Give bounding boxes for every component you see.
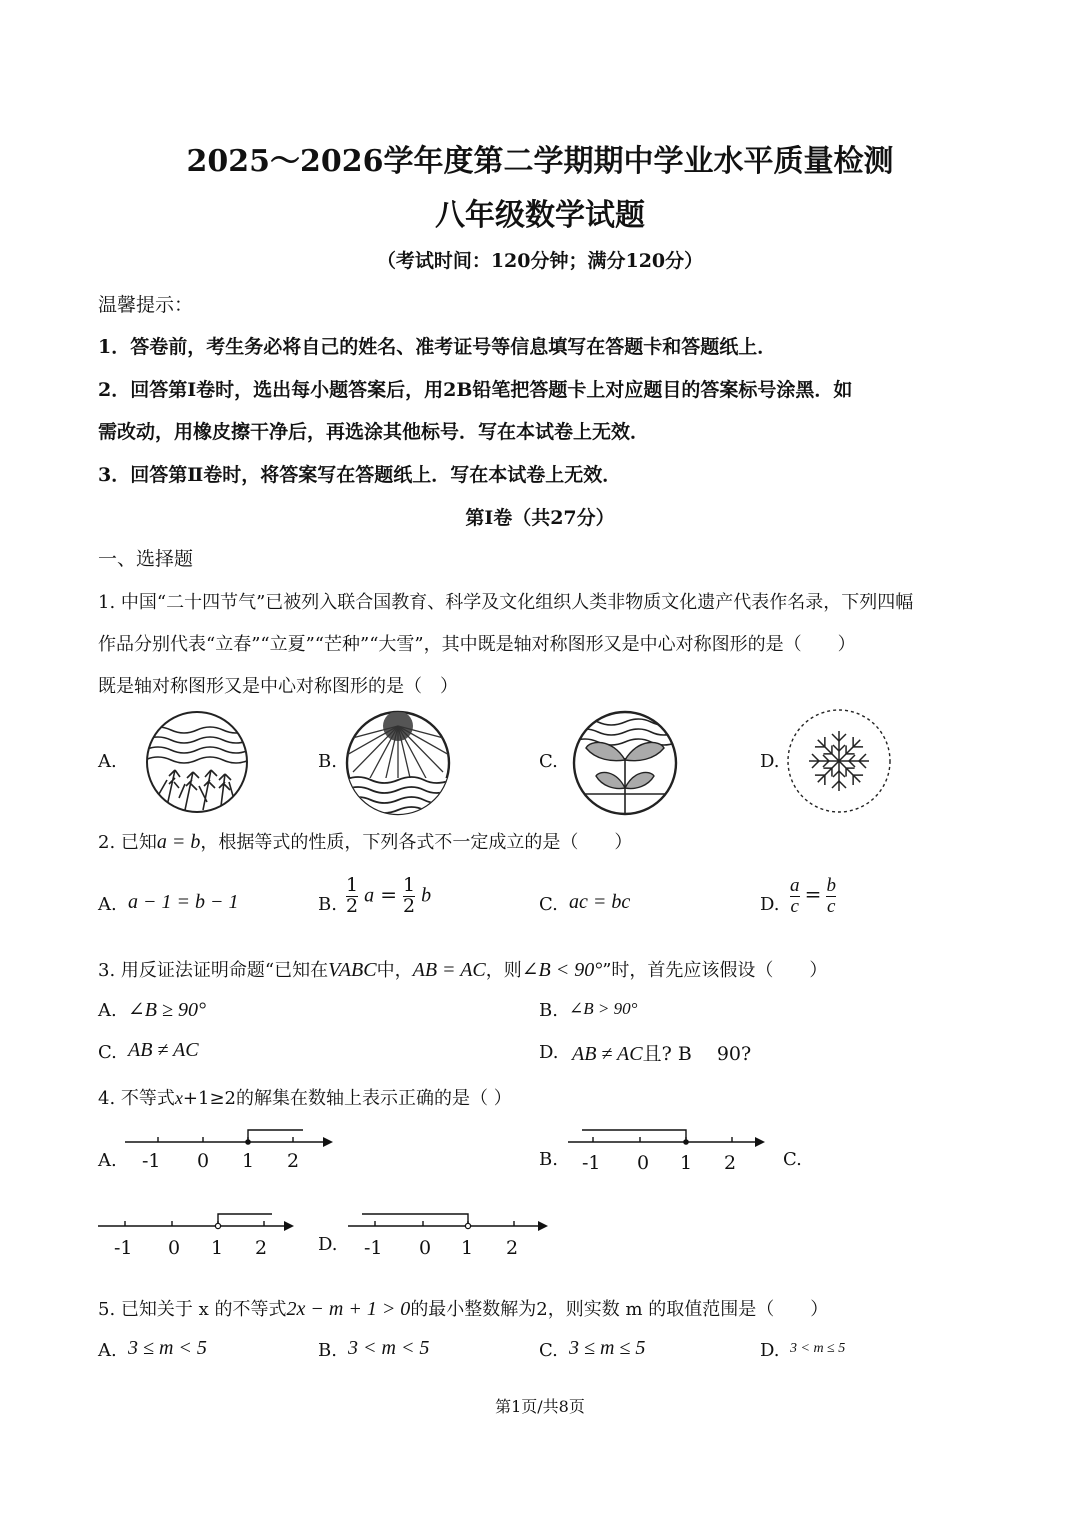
- q3-stem-math-1: VABC: [328, 959, 377, 981]
- q4-a-tick-1: 1: [242, 1150, 255, 1172]
- q4-stem-math: x: [174, 1088, 183, 1108]
- sunrise-over-water-icon: [345, 710, 451, 816]
- q3-option-b-label[interactable]: B.: [539, 1000, 558, 1021]
- q3-option-b-text: ∠B > 90°: [569, 999, 638, 1018]
- grain-in-ear-icon: [145, 710, 249, 814]
- q2-b-denominator-1: 2: [346, 894, 359, 917]
- q3-option-c-label[interactable]: C.: [98, 1042, 117, 1063]
- q4-option-c-label[interactable]: C.: [783, 1149, 802, 1170]
- q5-option-d-label[interactable]: D.: [760, 1340, 780, 1361]
- q2-stem-suffix: ，根据等式的性质，下列各式不一定成立的是（ ）: [200, 832, 633, 853]
- q4-option-b-label[interactable]: B.: [539, 1149, 558, 1170]
- q4-stem: [98, 1084, 512, 1110]
- q2-option-d-label[interactable]: D.: [760, 894, 780, 915]
- q3-option-a-text: ∠B ≥ 90°: [128, 999, 206, 1021]
- q1-stem-line-2: 作品分别代表“立春”“立夏”“芒种”“大雪”，其中既是轴对称图形又是中心对称图形的是（ ）: [98, 634, 856, 655]
- q4-option-d-label[interactable]: D.: [318, 1234, 338, 1255]
- exam-title: 2025～2026学年度第二学期期中学业水平质量检测: [186, 144, 894, 179]
- q2-d-equals: =: [804, 881, 822, 906]
- q5-option-c-text: 3 ≤ m ≤ 5: [569, 1337, 646, 1359]
- q4-b-number-line: [568, 1126, 768, 1146]
- q4-c-tick-neg1: -1: [114, 1237, 133, 1259]
- q3-option-d-content: [572, 1039, 751, 1066]
- q2-d-numerator-1: a: [790, 875, 800, 896]
- q1-stem-line-3: 既是轴对称图形又是中心对称图形的是（ ）: [98, 676, 458, 697]
- q5-stem-math: 2x − m + 1 > 0: [286, 1298, 411, 1320]
- q4-d-tick-2: 2: [506, 1237, 519, 1259]
- q1-option-b-label[interactable]: B.: [318, 751, 337, 772]
- q4-c-tick-1: 1: [211, 1237, 224, 1259]
- q4-d-tick-1: 1: [461, 1237, 474, 1259]
- q4-stem-suffix: +1≥2的解集在数轴上表示正确的是（ ）: [182, 1088, 512, 1109]
- snowflake-icon: [786, 708, 892, 814]
- q2-d-denominator-1: c: [790, 895, 799, 917]
- exam-info: （考试时间：120分钟；满分120分）: [376, 250, 704, 272]
- q4-option-a-label[interactable]: A.: [98, 1150, 117, 1171]
- q2-d-denominator-2: c: [826, 895, 836, 917]
- q3-stem-prefix: 3. 用反证法证明命题“已知在: [98, 960, 329, 981]
- q5-stem-prefix: 5. 已知关于 x 的不等式: [98, 1299, 287, 1320]
- page-number: 第1页/共8页: [495, 1397, 585, 1416]
- q4-stem-prefix: 4. 不等式: [98, 1088, 175, 1109]
- q1-option-d-label[interactable]: D.: [760, 751, 780, 772]
- q2-b-var-2: b: [421, 884, 432, 907]
- q4-d-number-line: [348, 1210, 553, 1230]
- q5-option-b-label[interactable]: B.: [318, 1340, 337, 1361]
- tips-heading: 温馨提示：: [98, 294, 194, 316]
- tip-item-2-line-2: 需改动，用橡皮擦干净后，再选涂其他标号．写在本试卷上无效．: [98, 421, 650, 443]
- q1-option-a-label[interactable]: A.: [98, 751, 117, 772]
- q2-stem-prefix: 2. 已知: [98, 832, 157, 853]
- q2-option-c-label[interactable]: C.: [539, 894, 558, 915]
- q5-option-d-text: 3 < m ≤ 5: [790, 1341, 846, 1356]
- q5-stem: [98, 1295, 828, 1321]
- q3-option-d-math: AB ≠ AC: [572, 1043, 643, 1065]
- tip-item-2-line-1: 2．回答第Ⅰ卷时，选出每小题答案后，用2B铅笔把答题卡上对应题目的答案标号涂黑．如: [98, 379, 853, 401]
- q3-stem-math-3: ∠B < 90°: [521, 959, 603, 981]
- q2-stem: [98, 828, 632, 854]
- q2-option-a-label[interactable]: A.: [98, 894, 117, 915]
- section-heading: 一、选择题: [98, 548, 194, 570]
- q4-b-tick-neg1: -1: [582, 1152, 601, 1174]
- q4-c-tick-2: 2: [255, 1237, 268, 1259]
- q5-option-c-label[interactable]: C.: [539, 1340, 558, 1361]
- q4-c-number-line: [98, 1210, 298, 1230]
- q3-stem-mid-2: ，则: [485, 960, 522, 981]
- q3-option-a-label[interactable]: A.: [98, 1000, 117, 1021]
- q2-option-b-math: [346, 876, 431, 917]
- q1-option-c-label[interactable]: C.: [539, 751, 558, 772]
- q2-d-numerator-2: b: [826, 875, 836, 896]
- q2-option-b-label[interactable]: B.: [318, 894, 337, 915]
- q4-a-tick-0: 0: [197, 1150, 210, 1172]
- q2-b-var-1: a: [364, 884, 375, 907]
- q2-b-numerator-1: 1: [346, 874, 359, 896]
- q5-stem-suffix: 的最小整数解为2，则实数 m 的取值范围是（ ）: [410, 1299, 829, 1320]
- q5-option-a-text: 3 ≤ m < 5: [128, 1337, 207, 1359]
- part-title: 第Ⅰ卷（共27分）: [465, 507, 615, 529]
- q2-option-a-text: a − 1 = b − 1: [128, 891, 239, 913]
- tip-item-1: 1．答卷前，考生务必将自己的姓名、准考证号等信息填写在答题卡和答题纸上．: [98, 336, 777, 358]
- q4-a-tick-neg1: -1: [142, 1150, 161, 1172]
- tip-item-3: 3．回答第Ⅱ卷时，将答案写在答题纸上．写在本试卷上无效．: [98, 464, 622, 486]
- q4-d-tick-neg1: -1: [364, 1237, 383, 1259]
- q1-stem-line-1: 1. 中国“二十四节气”已被列入联合国教育、科学及文化组织人类非物质文化遗产代表作名录，下列四幅: [98, 592, 914, 613]
- sprouting-leaves-icon: [572, 710, 678, 816]
- q2-b-equals: =: [380, 882, 397, 907]
- q4-b-tick-1: 1: [680, 1152, 693, 1174]
- exam-subtitle: 八年级数学试题: [435, 198, 645, 233]
- q4-a-number-line: [125, 1126, 335, 1146]
- q4-b-tick-0: 0: [637, 1152, 650, 1174]
- q4-d-tick-0: 0: [419, 1237, 432, 1259]
- q5-option-b-text: 3 < m < 5: [348, 1337, 430, 1359]
- q2-stem-math: a = b: [156, 831, 201, 853]
- q4-b-tick-2: 2: [724, 1152, 737, 1174]
- q2-b-denominator-2: 2: [403, 894, 416, 917]
- q2-option-d-math: [790, 876, 836, 917]
- q3-stem-math-2: AB = AC: [412, 959, 486, 981]
- q3-option-d-label[interactable]: D.: [539, 1042, 559, 1063]
- q3-stem-mid-1: 中，: [376, 960, 413, 981]
- q3-stem-suffix: ”时，首先应该假设（ ）: [602, 960, 828, 981]
- q2-b-numerator-2: 1: [403, 874, 416, 896]
- q4-c-tick-0: 0: [168, 1237, 181, 1259]
- q4-a-tick-2: 2: [287, 1150, 300, 1172]
- q3-stem: [98, 956, 827, 982]
- q5-option-a-label[interactable]: A.: [98, 1340, 117, 1361]
- q3-option-d-text: 且? B 90?: [642, 1043, 752, 1065]
- q3-option-c-text: AB ≠ AC: [128, 1039, 199, 1061]
- q2-option-c-text: ac = bc: [569, 891, 631, 913]
